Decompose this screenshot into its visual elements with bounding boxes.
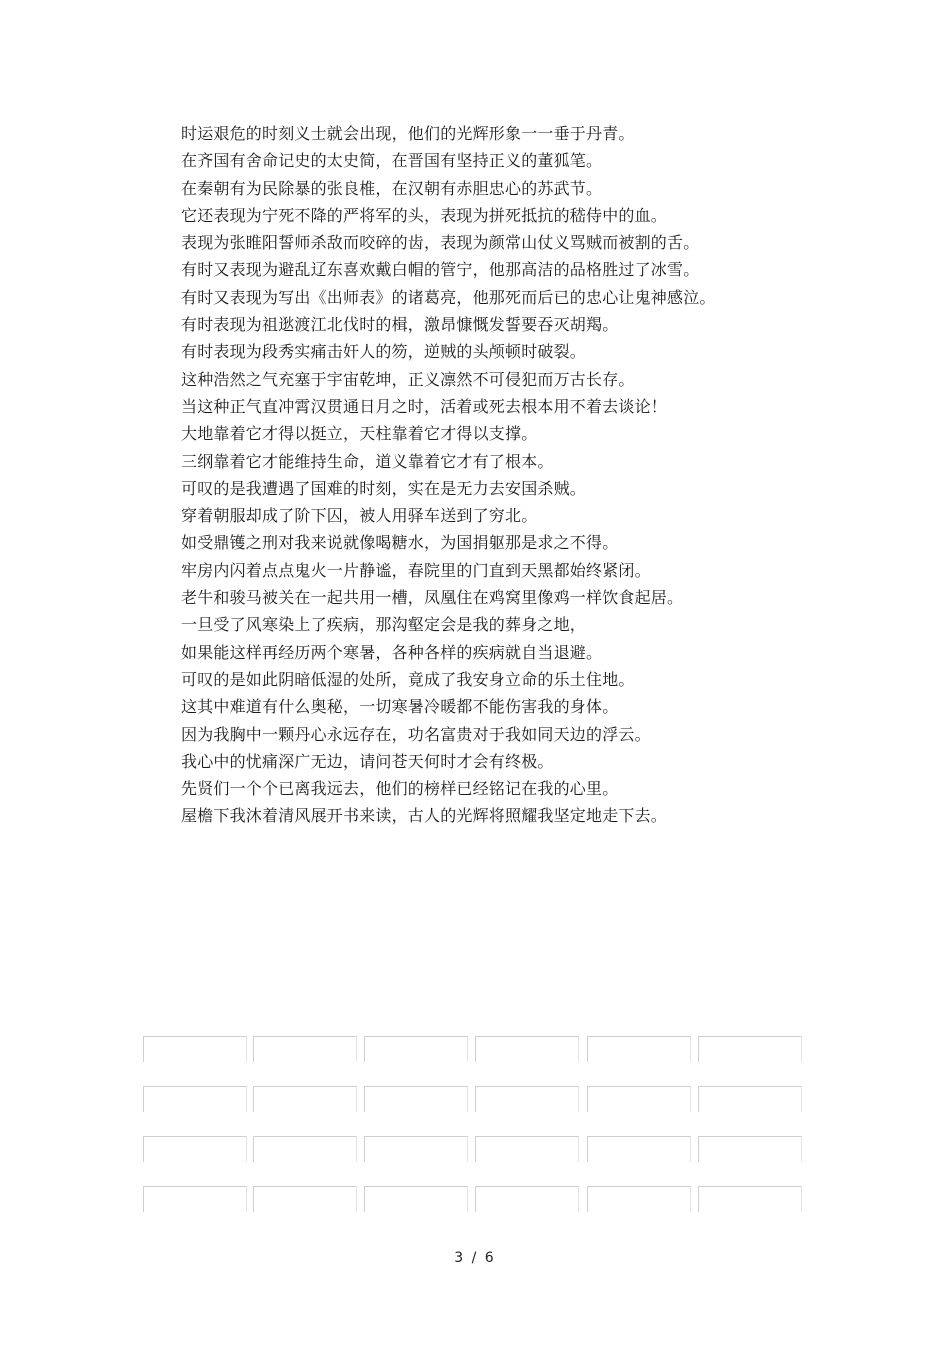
text-line: 它还表现为宁死不降的严将军的头，表现为拼死抵抗的嵇侍中的血。 bbox=[181, 205, 668, 225]
text-line: 有时又表现为写出《出师表》的诸葛亮，他那死而后已的忠心让鬼神感泣。 bbox=[181, 287, 716, 307]
text-line: 当这种正气直冲霄汉贯通日月之时，活着或死去根本用不着去谈论！ bbox=[181, 396, 668, 416]
writing-grid bbox=[143, 1036, 808, 1236]
text-line: 可叹的是如此阴暗低湿的处所，竟成了我安身立命的乐土住地。 bbox=[181, 669, 635, 689]
text-line: 有时表现为段秀实痛击奸人的笏，逆贼的头颅顿时破裂。 bbox=[181, 342, 587, 362]
text-line: 因为我胸中一颗丹心永远存在，功名富贵对于我如同天边的浮云。 bbox=[181, 724, 651, 744]
grid-cell bbox=[143, 1036, 247, 1062]
grid-cell bbox=[253, 1186, 357, 1212]
grid-cell bbox=[364, 1036, 468, 1062]
grid-cell bbox=[587, 1136, 691, 1162]
text-line: 如受鼎镬之刑对我来说就像喝糖水，为国捐躯那是求之不得。 bbox=[181, 533, 619, 553]
text-line: 时运艰危的时刻义士就会出现，他们的光辉形象一一垂于丹青。 bbox=[181, 124, 635, 143]
grid-cell bbox=[475, 1036, 579, 1062]
grid-row bbox=[143, 1186, 808, 1212]
grid-row bbox=[143, 1086, 808, 1112]
text-line: 表现为张睢阳誓师杀敌而咬碎的齿，表现为颜常山仗义骂贼而被割的舌。 bbox=[181, 233, 700, 253]
grid-cell bbox=[475, 1136, 579, 1162]
text-line: 老牛和骏马被关在一起共用一槽，凤凰住在鸡窝里像鸡一样饮食起居。 bbox=[181, 588, 684, 608]
grid-row bbox=[143, 1036, 808, 1062]
grid-cell bbox=[253, 1036, 357, 1062]
grid-cell bbox=[698, 1136, 802, 1162]
grid-cell bbox=[698, 1086, 802, 1112]
text-line: 这其中难道有什么奥秘，一切寒暑冷暖都不能伤害我的身体。 bbox=[181, 697, 619, 717]
text-line: 有时又表现为避乱辽东喜欢戴白帽的管宁，他那高洁的品格胜过了冰雪。 bbox=[181, 260, 700, 280]
poem-translation-text bbox=[181, 120, 821, 830]
text-line: 在秦朝有为民除暴的张良椎，在汉朝有赤胆忠心的苏武节。 bbox=[181, 178, 603, 198]
grid-cell bbox=[475, 1086, 579, 1112]
grid-cell bbox=[364, 1136, 468, 1162]
grid-cell bbox=[475, 1186, 579, 1212]
text-line: 可叹的是我遭遇了国难的时刻，实在是无力去安国杀贼。 bbox=[181, 478, 587, 498]
grid-cell bbox=[143, 1136, 247, 1162]
text-line: 一旦受了风寒染上了疾病，那沟壑定会是我的葬身之地， bbox=[181, 615, 587, 635]
text-line: 我心中的忧痛深广无边，请问苍天何时才会有终极。 bbox=[181, 751, 554, 771]
grid-cell bbox=[698, 1036, 802, 1062]
text-line: 牢房内闪着点点鬼火一片静谧，春院里的门直到天黑都始终紧闭。 bbox=[181, 560, 651, 580]
grid-cell bbox=[587, 1086, 691, 1112]
text-line: 如果能这样再经历两个寒暑，各种各样的疾病就自当退避。 bbox=[181, 642, 603, 662]
page-number: 3 / 6 bbox=[454, 1250, 496, 1266]
grid-row bbox=[143, 1136, 808, 1162]
grid-cell bbox=[143, 1086, 247, 1112]
grid-cell bbox=[587, 1186, 691, 1212]
grid-cell bbox=[587, 1036, 691, 1062]
text-line: 大地靠着它才得以挺立，天柱靠着它才得以支撑。 bbox=[181, 424, 538, 444]
grid-cell bbox=[253, 1136, 357, 1162]
grid-cell bbox=[143, 1186, 247, 1212]
text-line: 在齐国有舍命记史的太史简，在晋国有坚持正义的董狐笔。 bbox=[181, 151, 603, 171]
text-line: 这种浩然之气充塞于宇宙乾坤，正义凛然不可侵犯而万古长存。 bbox=[181, 369, 635, 389]
grid-cell bbox=[698, 1186, 802, 1212]
text-line: 穿着朝服却成了阶下囚，被人用驿车送到了穷北。 bbox=[181, 506, 538, 526]
grid-cell bbox=[364, 1086, 468, 1112]
grid-cell bbox=[253, 1086, 357, 1112]
grid-cell bbox=[364, 1186, 468, 1212]
text-line: 屋檐下我沐着清风展开书来读，古人的光辉将照耀我坚定地走下去。 bbox=[181, 806, 668, 826]
text-line: 有时表现为祖逖渡江北伐时的楫，激昂慷慨发誓要吞灭胡羯。 bbox=[181, 315, 619, 335]
text-line: 先贤们一个个已离我远去，他们的榜样已经铭记在我的心里。 bbox=[181, 779, 619, 799]
text-line: 三纲靠着它才能维持生命，道义靠着它才有了根本。 bbox=[181, 451, 554, 471]
